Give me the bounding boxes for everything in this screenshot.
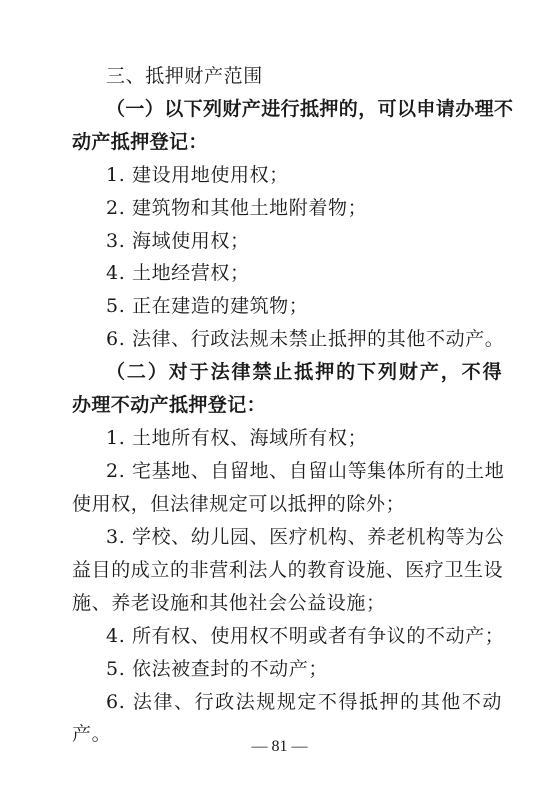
group2-title-line1: （二）对于法律禁止抵押的下列财产，不得 [106, 361, 502, 383]
group1-item-5: 5. 正在建造的建筑物； [106, 295, 309, 317]
group1-item-2: 2. 建筑物和其他土地附着物； [106, 197, 368, 219]
group2-item-3-line3: 施、养老设施和其他社会公益设施； [72, 592, 386, 614]
group2-item-1: 1. 土地所有权、海域所有权； [106, 427, 368, 449]
group1-title-line1: （一）以下列财产进行抵押的，可以申请办理不 [106, 98, 514, 120]
group1-title-line2: 动产抵押登记： [72, 131, 208, 153]
section-heading: 三、抵押财产范围 [106, 65, 263, 87]
group2-item-2-line2: 使用权，但法律规定可以抵押的除外； [72, 493, 406, 515]
group2-item-3-line1: 3. 学校、幼儿园、医疗机构、养老机构等为公 [106, 526, 505, 548]
group2-title-line2: 办理不动产抵押登记： [72, 394, 267, 416]
page-number: — 81 — [251, 738, 308, 755]
group1-item-1: 1. 建设用地使用权； [106, 164, 289, 186]
group2-item-6-line2: 产。 [72, 723, 112, 745]
group2-item-4: 4. 所有权、使用权不明或者有争议的不动产； [106, 625, 505, 647]
group2-item-2-line1: 2. 宅基地、自留地、自留山等集体所有的土地 [106, 460, 505, 482]
group2-item-5: 5. 依法被查封的不动产； [106, 658, 328, 680]
group2-item-3-line2: 益目的成立的非营利法人的教育设施、医疗卫生设 [72, 559, 504, 581]
group1-item-6: 6. 法律、行政法规未禁止抵押的其他不动产。 [106, 328, 505, 350]
group1-item-3: 3. 海域使用权； [106, 230, 250, 252]
group2-item-6-line1: 6. 法律、行政法规规定不得抵押的其他不动 [106, 691, 502, 713]
group1-item-4: 4. 土地经营权； [106, 262, 250, 284]
